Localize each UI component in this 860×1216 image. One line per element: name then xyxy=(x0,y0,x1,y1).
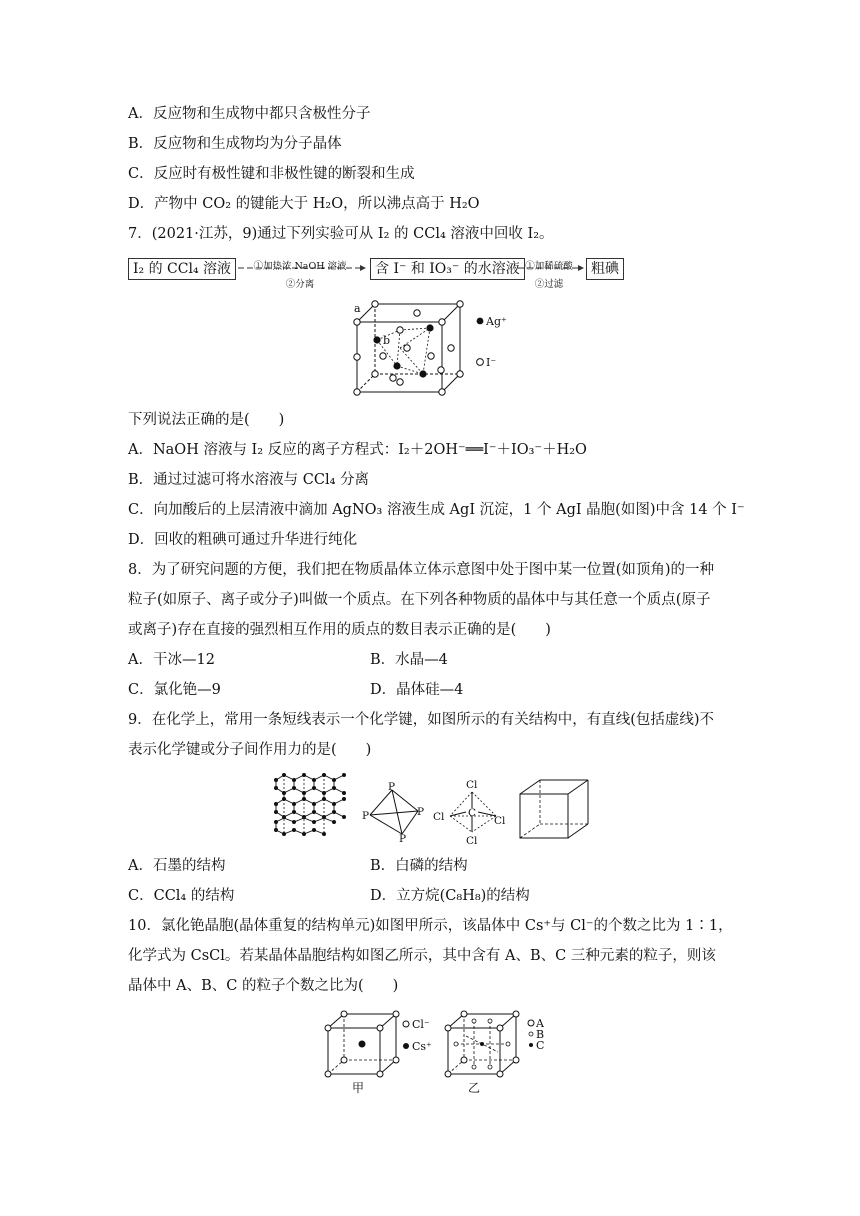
q8-option-a: A．干冰—12 xyxy=(128,652,215,668)
p-atom-bottom: P xyxy=(399,833,407,844)
q7-option-a: A．NaOH 溶液与 I₂ 反应的离子方程式：I₂＋2OH⁻══I⁻＋IO₃⁻＋H₂O xyxy=(128,442,587,458)
q8-option-c: C．氯化铯—9 xyxy=(128,682,221,698)
flow-box-iodine-ccl4: I₂ 的 CCl₄ 溶液 xyxy=(128,258,236,280)
agi-unit-cell-figure xyxy=(345,296,525,402)
p-atom-left: P xyxy=(362,810,370,822)
p-atom-right: P xyxy=(417,806,425,818)
cl-atom-top: Cl xyxy=(466,779,478,791)
flow-box-crude-iodine: 粗碘 xyxy=(586,258,624,280)
q7-option-b: B．通过过滤可将水溶液与 CCl₄ 分离 xyxy=(128,472,370,488)
q6-option-d: D．产物中 CO₂ 的键能大于 H₂O，所以沸点高于 H₂O xyxy=(128,196,480,212)
cl-atom-right: Cl xyxy=(494,815,506,827)
q10-stem-line1: 10．氯化铯晶胞(晶体重复的结构单元)如图甲所示，该晶体中 Cs⁺与 Cl⁻的个数之比为 1∶1， xyxy=(128,918,733,934)
abc-unit-cell-figure xyxy=(440,1006,560,1096)
cubane-structure-figure xyxy=(516,776,592,844)
cscl-unit-cell-figure xyxy=(320,1006,440,1096)
legend-cs-label: Cs⁺ xyxy=(412,1040,432,1053)
white-phosphorus-figure xyxy=(360,780,434,844)
cl-atom-bottom: Cl xyxy=(466,835,478,847)
q8-option-b: B．水晶—4 xyxy=(370,652,448,668)
legend-cs-marker xyxy=(403,1043,409,1049)
flow-arrow-2-top-label: ①加稀硫酸 xyxy=(525,261,573,272)
legend-cl-marker xyxy=(403,1021,409,1027)
legend-c-label: C xyxy=(536,1039,545,1052)
legend-i-label: I⁻ xyxy=(486,356,497,369)
q8-option-d: D．晶体硅—4 xyxy=(370,682,464,698)
flow-arrow-1-bottom-label: ②分离 xyxy=(285,279,315,290)
q9-stem-line2: 表示化学键或分子间作用力的是( ) xyxy=(128,742,372,758)
q9-option-a: A．石墨的结构 xyxy=(128,858,226,874)
q8-stem-line3: 或离子)存在直接的强烈相互作用的质点的数目表示正确的是( ) xyxy=(128,622,551,638)
q6-option-c: C．反应时有极性键和非极性键的断裂和生成 xyxy=(128,166,415,182)
legend-a-marker xyxy=(528,1020,534,1026)
q7-option-d: D．回收的粗碘可通过升华进行纯化 xyxy=(128,532,358,548)
legend-ag-marker xyxy=(477,318,484,325)
q9-option-d: D．立方烷(C₈H₈)的结构 xyxy=(370,888,530,904)
q7-stem: 7．(2021·江苏，9)通过下列实验可从 I₂ 的 CCl₄ 溶液中回收 I₂。 xyxy=(128,226,554,242)
q6-option-b: B．反应物和生成物均为分子晶体 xyxy=(128,136,342,152)
q9-stem-line1: 9．在化学上，常用一条短线表示一个化学键，如图所示的有关结构中，有直线(包括虚线)不 xyxy=(128,712,715,728)
legend-cl-label: Cl⁻ xyxy=(412,1018,430,1031)
legend-b-marker xyxy=(529,1032,533,1036)
graphite-structure-figure xyxy=(272,766,352,838)
q10-stem-line3: 晶体中 A、B、C 的粒子个数之比为( ) xyxy=(128,978,399,994)
cl-atom-left: Cl xyxy=(433,811,445,823)
caption-yi: 乙 xyxy=(468,1081,481,1095)
legend-i-marker xyxy=(477,359,484,366)
legend-c-marker xyxy=(529,1043,533,1047)
ccl4-structure-figure xyxy=(432,774,512,848)
legend-a-label: A xyxy=(536,1017,544,1030)
q7-option-c: C．向加酸后的上层清液中滴加 AgNO₃ 溶液生成 AgI 沉淀，1 个 AgI 晶胞(如图)中含 14 个 I⁻ xyxy=(128,502,745,518)
c-atom-center: C xyxy=(468,807,477,819)
q9-option-b: B．白磷的结构 xyxy=(370,858,468,874)
label-b: b xyxy=(383,334,391,347)
flow-box-aqueous-solution: 含 I⁻ 和 IO₃⁻ 的水溶液 xyxy=(370,258,525,280)
q8-stem-line2: 粒子(如原子、离子或分子)叫做一个质点。在下列各种物质的晶体中与其任意一个质点(原子 xyxy=(128,592,711,608)
legend-ag-label: Ag⁺ xyxy=(486,315,507,328)
q7-question: 下列说法正确的是( ) xyxy=(128,412,285,428)
q8-stem-line1: 8．为了研究问题的方便，我们把在物质晶体立体示意图中处于图中某一位置(如顶角)的一种 xyxy=(128,562,715,578)
label-a: a xyxy=(354,302,361,315)
q9-option-c: C．CCl₄ 的结构 xyxy=(128,888,235,904)
q6-option-a: A．反应物和生成物中都只含极性分子 xyxy=(128,106,371,122)
p-atom-top: P xyxy=(388,781,396,793)
legend-b-label: B xyxy=(536,1028,545,1041)
flow-arrow-1-top-label: ①加热浓 NaOH 溶液 xyxy=(253,261,347,272)
caption-jia: 甲 xyxy=(352,1081,365,1095)
q10-stem-line2: 化学式为 CsCl。若某晶体晶胞结构如图乙所示，其中含有 A、B、C 三种元素的粒子，则该 xyxy=(128,948,716,964)
flow-arrow-2-bottom-label: ②过滤 xyxy=(534,279,564,290)
